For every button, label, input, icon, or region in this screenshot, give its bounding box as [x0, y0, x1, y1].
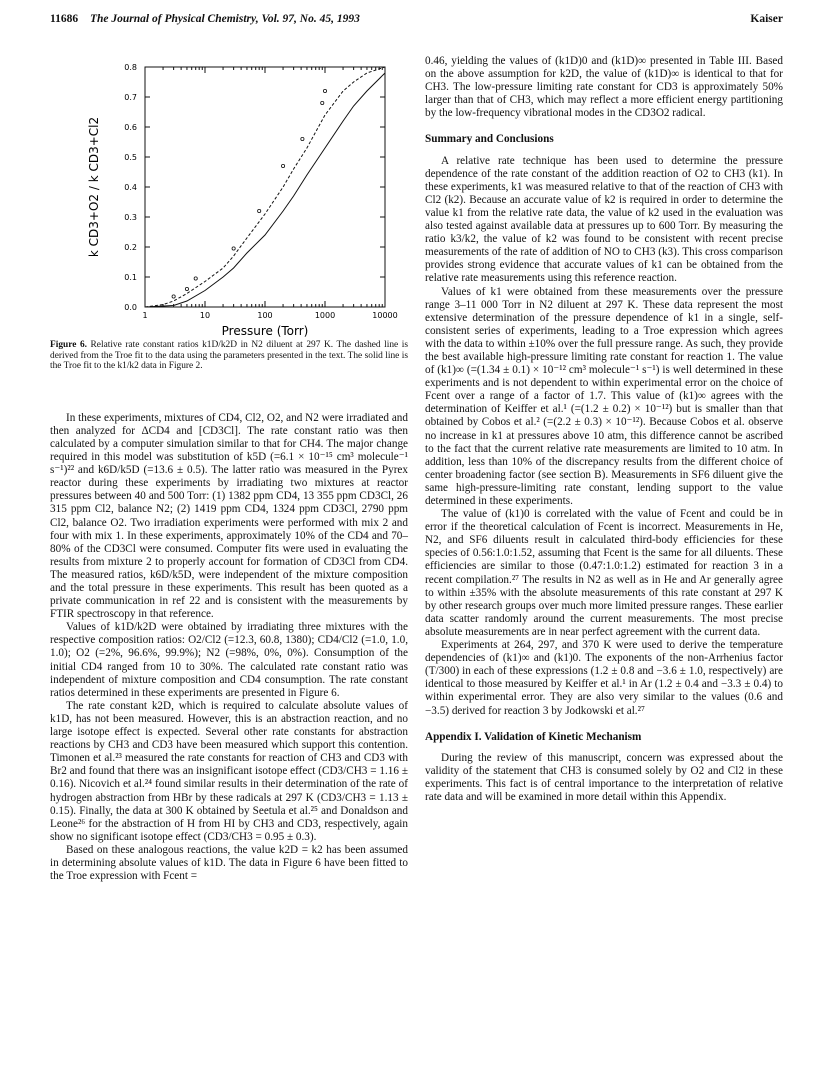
section-heading: Appendix I. Validation of Kinetic Mechanism [425, 730, 642, 743]
paragraph: The rate constant k2D, which is required to calculate absolute values of k1D, has not been measured. However, this is an abstraction reaction, and no large isotope effect is expected. Several other rate constants for abstraction reactions by CH3 and CD3 have been measured which support this contention. Timonen et al.²³ measured the rate constants for reaction of CH3 and CD3 with Br2 and found that there was an insignificant isotope effect (CD3/CH3 = 1.16 ± 0.16). Nicovich et al.²⁴ found similar results in their determination of the rate of hydrogen abstraction from HBr by these radicals at 297 K (CD3/CH3 = 1.13 ± 0.15). Finally, the data at 300 K obtained by Seetula et al.²⁵ and Donaldson and Leone²⁶ for the abstraction of H from HI by CH3 and CD3, respectively, again show no significant isotope effect (CD3/CH3 = 0.95 ± 0.3). [50, 699, 408, 843]
solid-fit-line [145, 73, 385, 307]
y-tick-label: 0.8 [124, 63, 137, 72]
paragraph: The value of (k1)0 is correlated with the value of Fcent and could be in error if the theoretical calculation of Fcent is incorrect. Measurements in He, N2, and SF6 diluents result in calculated third-body efficiencies for these species of 0.56:1.0:1.52, assuming that Fcent is the same for all diluents. These efficiencies are similar to those (0.47:1.0:1.2) estimated for reaction 3 in a recent compilation.²⁷ The results in N2 as well as in He and Ar generally agree to within ±35% with the absolute measurements of this rate constant at 297 K by other research groups over much more limited pressure ranges. These earlier data scatter randomly around the current measurements. The most precise absolute measurements are in near perfect agreement with the current data. [425, 508, 783, 638]
data-point [194, 277, 197, 280]
data-point [258, 209, 261, 212]
y-tick-label: 0.4 [124, 183, 137, 192]
y-tick-label: 0.6 [124, 123, 137, 132]
x-tick-label: 10 [199, 311, 211, 320]
paragraph: Values of k1 were obtained from these measurements over the pressure range 3–11 000 Torr in N2 diluent at 297 K. These data represent the most extensive determination of the pressure dependence of k1 in a single, self-consistent series of experiments, leading to a Troe expression which agrees with the data to within ±10% over the full pressure range. As such, they provide the best available high-pressure limiting rate constant for reaction 1. The value of (k1)∞ (=(1.34 ± 0.1) × 10⁻¹² cm³ molecule⁻¹ s⁻¹) is well determined in these experiments and is not dependent to within experimental error on the choice of Fcent over a range of a factor of 1.7. This value of (k1)∞ agrees with the determination of Keiffer et al.¹ (=(1.2 ± 0.2) × 10⁻¹²) but is smaller than that obtained by Cobos et al.² (=(2.2 ± 0.3) × 10⁻¹²). Because Cobos et al. observe no increase in k1 at pressures above 10 atm, this difference cannot be ascribed to the fact that the current relative rate measurements are limited to 10 atm. In addition, less than 10% of the discrepancy results from the different choice of center broadening factor (see section B). Measurements in SF6 diluent give the same high-pressure-limiting rate constant, lending support to the value determined in these experiments. [425, 285, 783, 507]
paragraph: During the review of this manuscript, concern was expressed about the validity of the statement that CH3 is consumed solely by O2 and Cl2 in these experiments. This fact is of central importance to the interpretation of relative rate data and will be examined in more detail within this Appendix. [425, 751, 783, 803]
left-column [50, 55, 408, 883]
dashed-fit-line [145, 67, 385, 307]
x-tick-label: 1 [142, 311, 148, 320]
figure-caption [50, 340, 408, 372]
journal-title: The Journal of Physical Chemistry, Vol. 97, No. 45, 1993 [90, 13, 360, 25]
paragraph: Based on these analogous reactions, the value k2D = k2 has been assumed in determining absolute values of k1D. The data in Figure 6 have been fitted to the Troe expression with Fcent = [50, 843, 408, 883]
caption-text: Relative rate constant ratios k1D/k2D in N2 diluent at 297 K. The dashed line is derived from the Troe fit to the data using the parameters presented in the text. The solid line is the Troe fit to the k1/k2 data in Figure 2. [50, 340, 409, 372]
page-header [50, 13, 783, 31]
x-tick-label: 1000 [314, 311, 336, 320]
right-column [425, 55, 783, 804]
plot-frame [145, 67, 385, 307]
page-number: 11686 [50, 13, 79, 25]
running-author: Kaiser [750, 13, 783, 25]
x-tick-label: 10000 [372, 311, 398, 320]
y-tick-label: 0.5 [124, 153, 137, 162]
data-point [232, 247, 235, 250]
data-point [321, 101, 324, 104]
data-point [323, 89, 326, 92]
paragraph: 0.46, yielding the values of (k1D)0 and (k1D)∞ presented in Table III. Based on the above assumption for k2D, the value of (k1D)∞ is identical to that for CH3. The low-pressure limiting rate constant for CD3 is approximately 50% larger than that of CH3, which may reflect a more efficient energy partitioning by the low-frequency vibrational modes in the CD3O2 radical. [425, 55, 783, 120]
paragraph: Experiments at 264, 297, and 370 K were used to derive the temperature dependencies of (k1)∞ and (k1)0. The exponents of the non-Arrhenius factor (T/300) in each of these expressions (1.2 ± 0.8 and −3.6 ± 1.0, respectively) are identical to those measured by Keiffer et al.¹ in Ar (1.2 ± 0.4 and −3.3 ± 0.4) to within experimental error. They are also very similar to the values (0.6 and −3.5) derived for reaction 3 by Jodkowski et al.²⁷ [425, 639, 783, 717]
y-tick-label: 0.2 [124, 243, 137, 252]
y-tick-label: 0.3 [124, 213, 137, 222]
y-tick-label: 0.0 [124, 303, 137, 312]
left-body [50, 412, 408, 883]
data-point [172, 295, 175, 298]
x-axis-label: Pressure (Torr) [221, 324, 309, 338]
figure-6 [50, 55, 408, 340]
data-point [281, 164, 284, 167]
y-axis-label: k CD3+O2 / k CD3+Cl2 [87, 116, 101, 258]
section-heading: Summary and Conclusions [425, 133, 554, 146]
y-tick-label: 0.7 [124, 93, 137, 102]
rate-ratio-chart [50, 55, 408, 340]
data-point [301, 137, 304, 140]
y-tick-label: 0.1 [124, 273, 137, 282]
x-tick-label: 100 [257, 311, 273, 320]
caption-label: Figure 6. [50, 340, 87, 350]
data-point [185, 287, 188, 290]
paragraph: A relative rate technique has been used to determine the pressure dependence of the rate constant of the addition reaction of O2 to CH3 (k1). In these experiments, k1 was measured relative to that of the reaction of CH3 with Cl2 (k2). Because an accurate value of k2 is required in order to determine the value k1 from the relative rate data, the value of k2 used in the evaluation was also tested against available data at pressures up to 600 Torr. By measuring the ratio k3/k2, the value of k2 was found to be consistent with recent precise measurements of the rate of addition of NO to CH3 (k3). This cross comparison provides strong evidence that accurate values of k1 can be obtained from the relative rate measurements using this reference reaction. [425, 154, 783, 285]
paragraph: In these experiments, mixtures of CD4, Cl2, O2, and N2 were irradiated and then analyzed for ΔCD4 and [CD3Cl]. The rate constant ratio was then calculated by a computer simulation similar to that for CH4. The major change required in this model was substitution of k5D (=6.1 × 10⁻¹⁵ cm³ molecule⁻¹ s⁻¹)²² and k6D/k5D (=13.6 ± 0.5). The latter ratio was measured in the Pyrex reactor during these experiments by irradiating two mixtures at reactor pressures between 40 and 500 Torr: (1) 1382 ppm CD4, 13 355 ppm CD3Cl, 26 315 ppm Cl2, balance N2; (2) 1419 ppm CD4, 1324 ppm CD3Cl, 2790 ppm Cl2, balance O2. Two irradiation experiments were performed with mix 2 and four with mix 1. In these experiments, approximately 10% of the CD4 and 70–80% of the CD3Cl were consumed. Computer fits were used in evaluating the results from mixture 2 to properly account for formation of CD3Cl from CD4. The measured ratios, k6D/k5D, were independent of the mixture composition and the total pressure in these experiments. This result has been quoted as a private communication in ref 22 and is consistent with the measurements by FTIR spectroscopy in that reference. [50, 411, 408, 621]
paragraph: Values of k1D/k2D were obtained by irradiating three mixtures with the respective composition ratios: O2/Cl2 (=12.3, 60.8, 1380); CD4/Cl2 (=1.0, 1.0, 1.0); O2 (=2%, 96.6%, 99.9%); N2 (=98%, 0%, 0%). Consumption of the initial CD4 ranged from 10 to 30%. The calculated rate constant ratio was independent of mixture composition and CD4 consumption. The rate constant ratios determined in these experiments are presented in Figure 6. [50, 621, 408, 699]
